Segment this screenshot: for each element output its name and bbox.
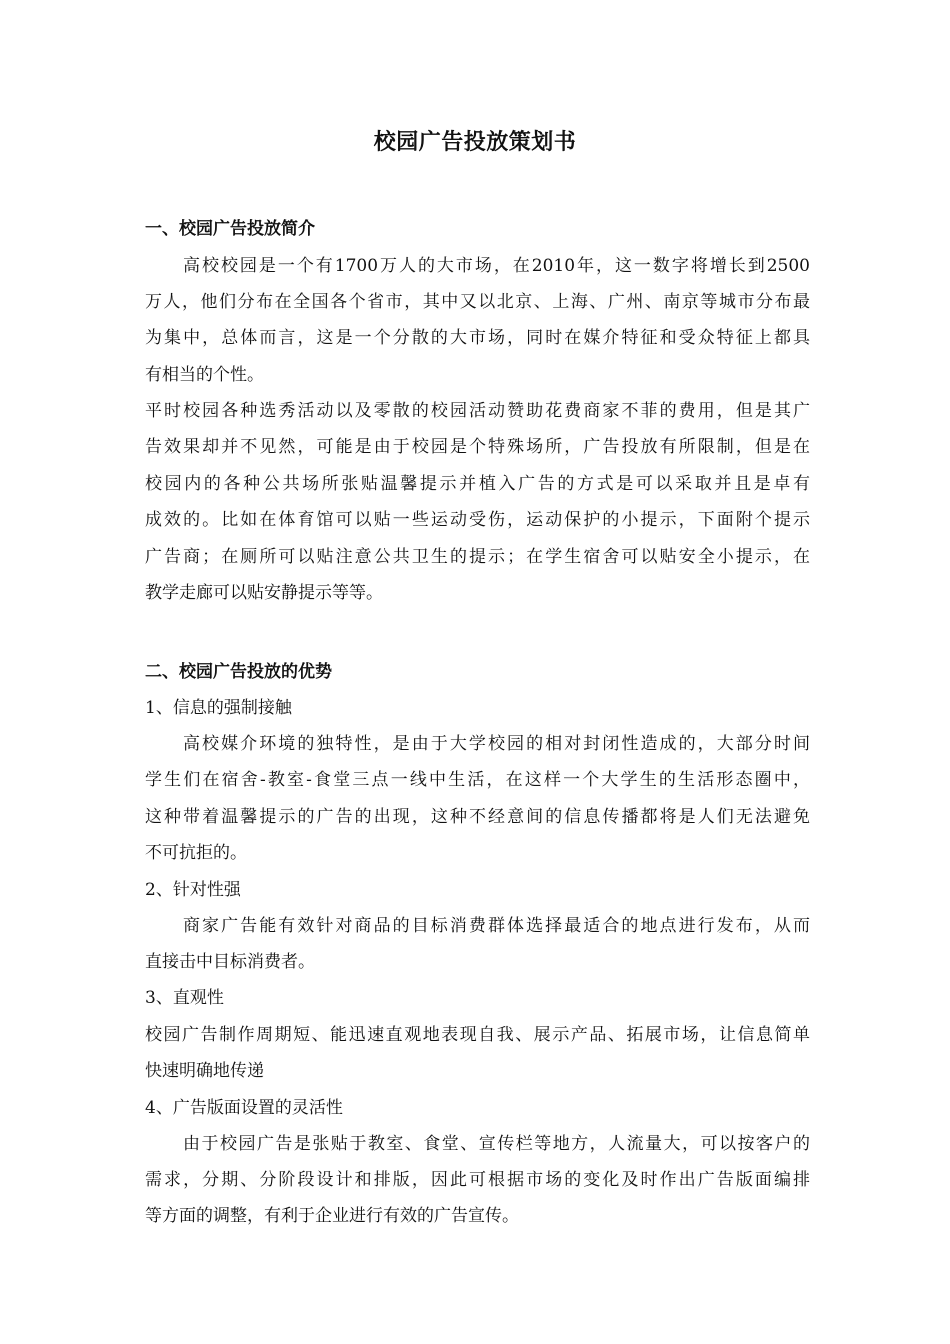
subheading: 3、直观性 [145,988,224,1008]
paragraph-line: 校园广告制作周期短、能迅速直观地表现自我、展示产品、拓展市场，让信息简单 [145,1025,810,1045]
paragraph-line: 校园内的各种公共场所张贴温馨提示并植入广告的方式是可以采取并且是卓有 [145,474,810,494]
paragraph-line: 成效的。比如在体育馆可以贴一些运动受伤，运动保护的小提示，下面附个提示 [145,510,810,530]
paragraph-line: 为集中，总体而言，这是一个分散的大市场，同时在媒介特征和受众特征上都具 [145,328,810,348]
paragraph-line: 有相当的个性。 [145,365,264,385]
paragraph-line: 教学走廊可以贴安静提示等等。 [145,583,383,603]
paragraph-line: 直接击中目标消费者。 [145,952,315,972]
paragraph-line: 广告商；在厕所可以贴注意公共卫生的提示；在学生宿舍可以贴安全小提示，在 [145,547,810,567]
paragraph-line: 平时校园各种选秀活动以及零散的校园活动赞助花费商家不菲的费用，但是其广 [145,401,810,421]
paragraph-line: 这种带着温馨提示的广告的出现，这种不经意间的信息传播都将是人们无法避免 [145,807,810,827]
paragraph-line: 不可抗拒的。 [145,843,247,863]
paragraph-line: 快速明确地传递 [145,1061,264,1081]
paragraph-line: 告效果却并不见然，可能是由于校园是个特殊场所，广告投放有所限制，但是在 [145,437,810,457]
section-heading-advantages: 二、校园广告投放的优势 [145,662,332,682]
paragraph-line: 学生们在宿舍-教室-食堂三点一线中生活，在这样一个大学生的生活形态圈中， [145,770,810,790]
subheading: 1、信息的强制接触 [145,698,292,718]
document-title: 校园广告投放策划书 [373,129,577,155]
paragraph-line: 高校媒介环境的独特性，是由于大学校园的相对封闭性造成的，大部分时间 [183,734,810,754]
subheading: 2、针对性强 [145,880,241,900]
subheading: 4、广告版面设置的灵活性 [145,1098,343,1118]
paragraph-line: 需求，分期、分阶段设计和排版，因此可根据市场的变化及时作出广告版面编排 [145,1170,810,1190]
paragraph-line: 商家广告能有效针对商品的目标消费群体选择最适合的地点进行发布，从而 [183,916,810,936]
paragraph-line: 高校校园是一个有1700万人的大市场，在2010年，这一数字将增长到2500 [183,256,810,276]
paragraph-line: 万人，他们分布在全国各个省市，其中又以北京、上海、广州、南京等城市分布最 [145,292,810,312]
section-heading-intro: 一、校园广告投放简介 [145,219,315,239]
paragraph-line: 由于校园广告是张贴于教室、食堂、宣传栏等地方，人流量大，可以按客户的 [183,1134,810,1154]
paragraph-line: 等方面的调整，有利于企业进行有效的广告宣传。 [145,1206,519,1226]
